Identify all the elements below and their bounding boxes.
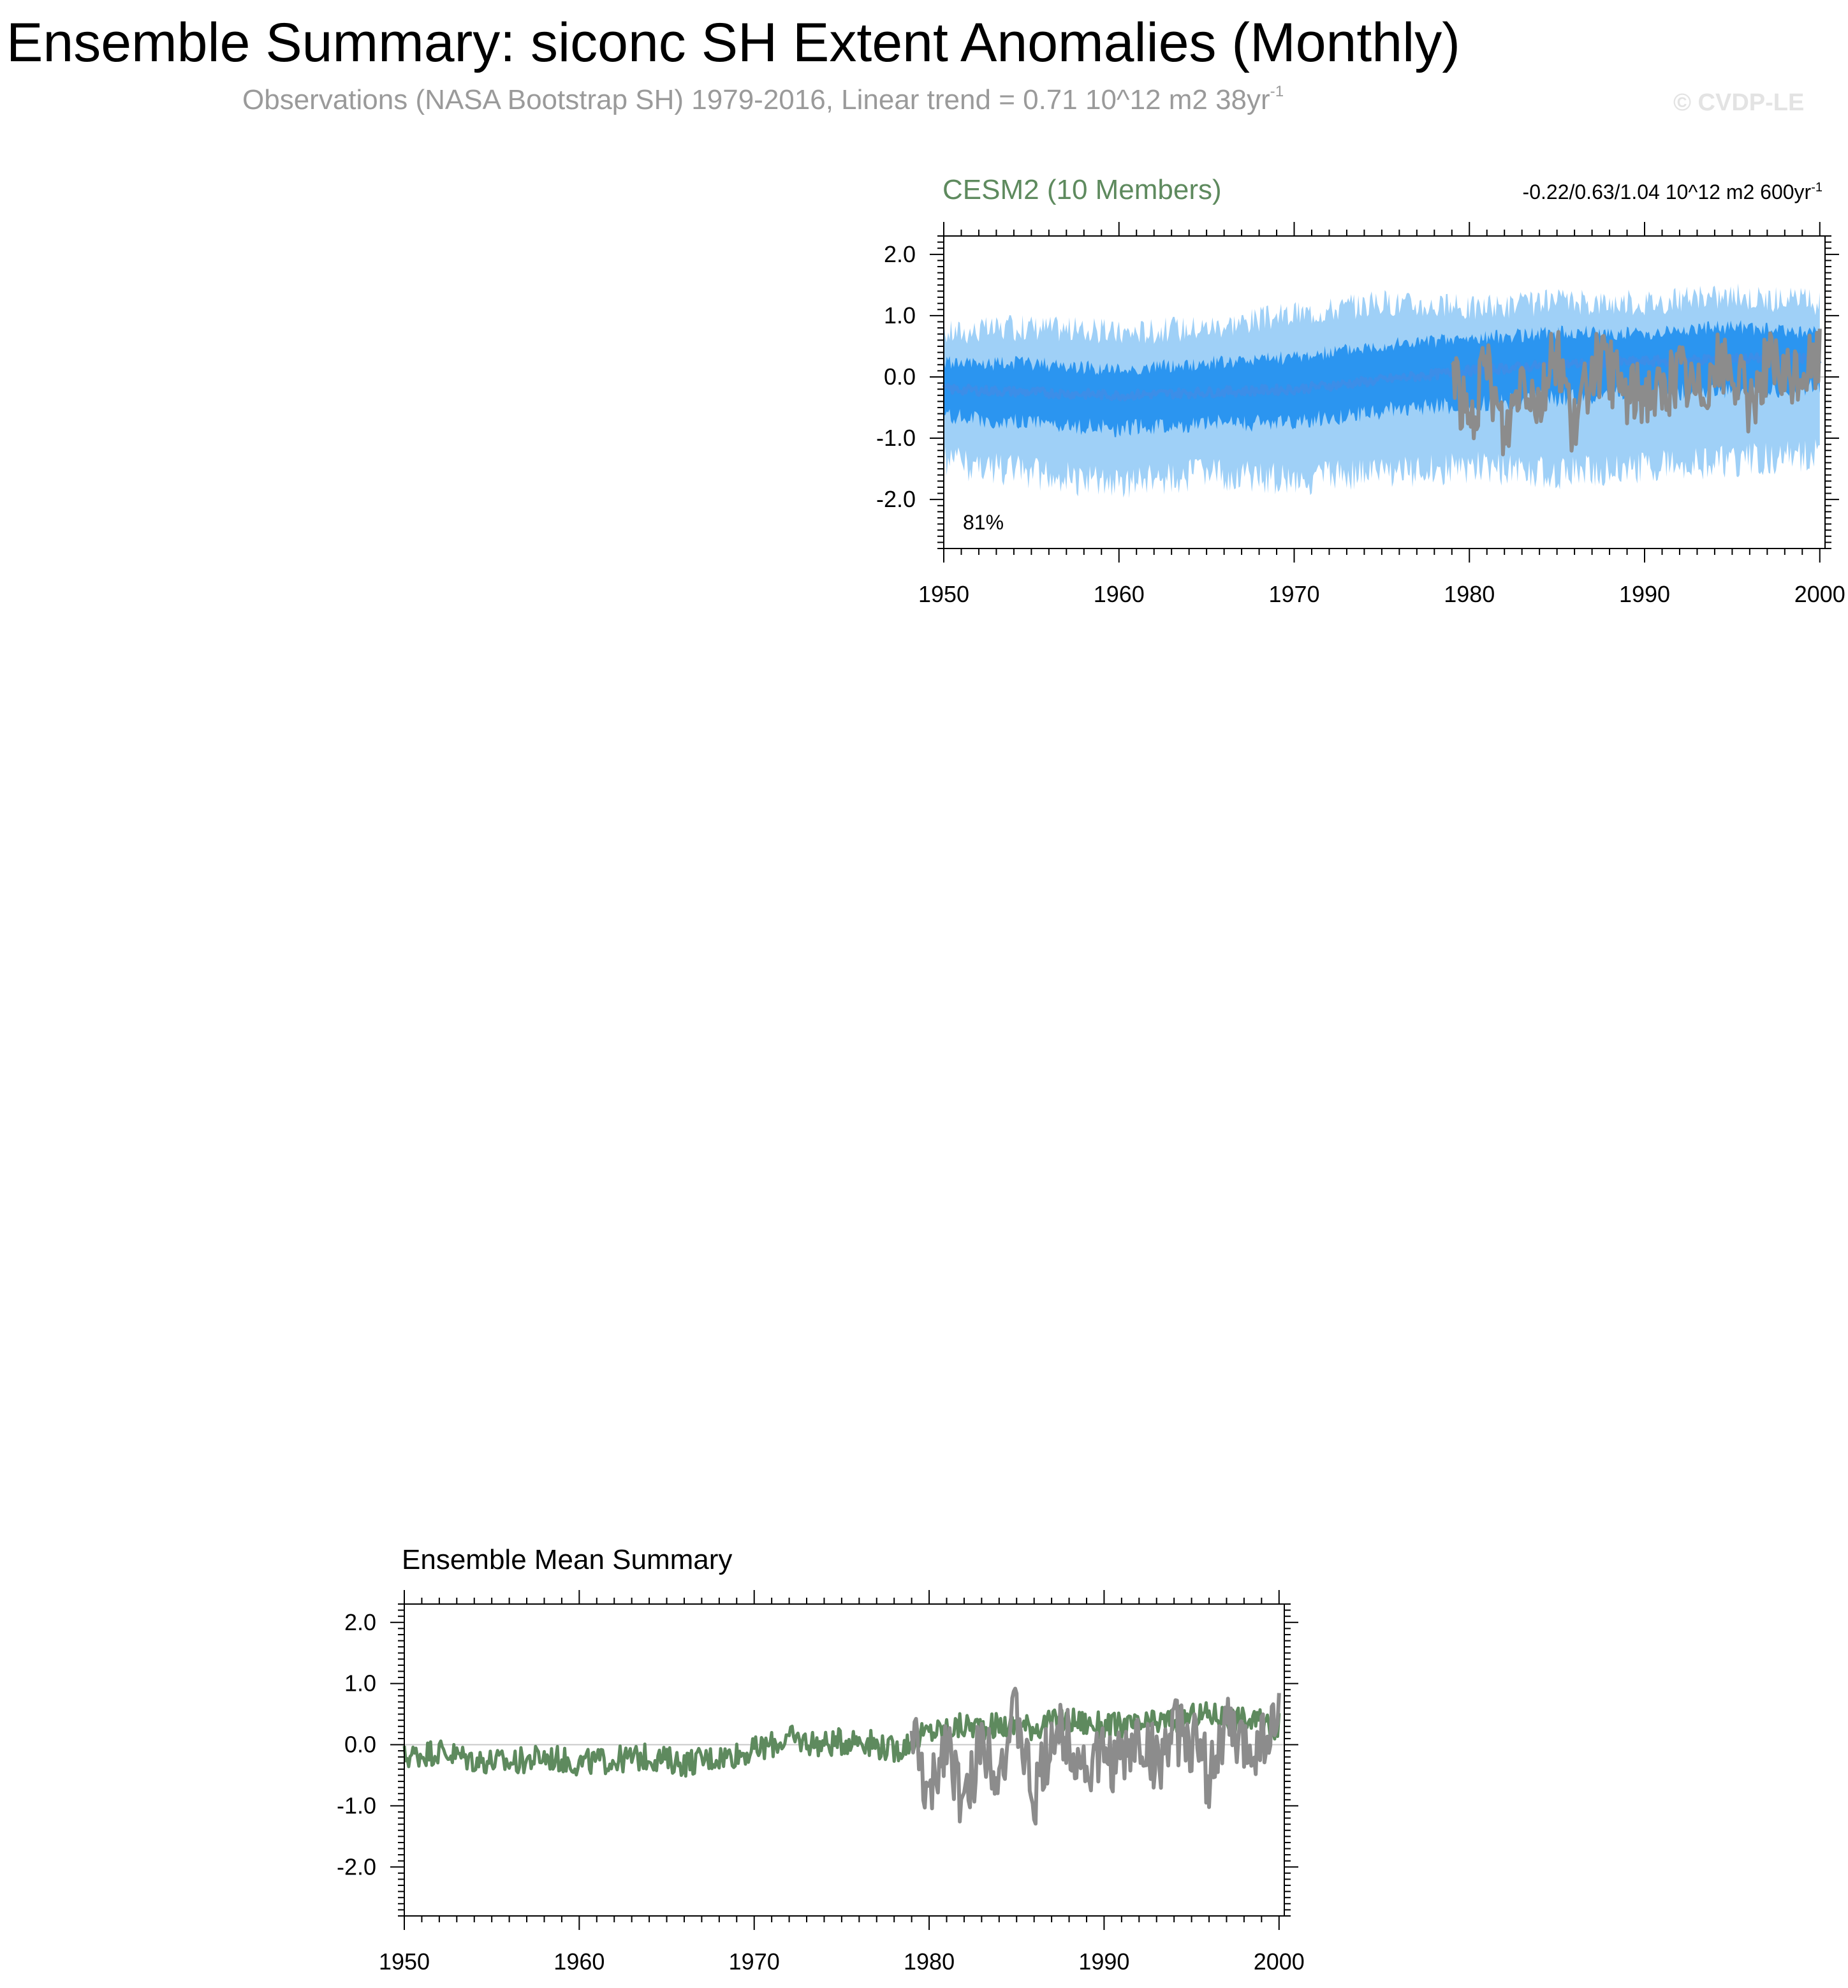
cvdp-watermark: © CVDP-LE: [1673, 89, 1805, 116]
chart-panel-2: [337, 1544, 1305, 1975]
y-tick-label: -2.0: [336, 1853, 376, 1880]
x-tick-label: 1960: [554, 1948, 605, 1975]
trend-text: [1523, 180, 1822, 203]
x-tick-label: 2000: [1253, 1948, 1305, 1975]
x-tick-label: 1990: [1618, 581, 1671, 607]
y-tick-label: 0.0: [344, 1731, 376, 1758]
figure-title: Ensemble Summary: siconc SH Extent Anomalies (Monthly): [6, 12, 1460, 73]
trend-value: -0.22/0.63/1.04 10^12 m2 600yr: [1522, 180, 1812, 203]
y-tick-label: -1.0: [876, 425, 916, 452]
x-tick-label: 1970: [1268, 581, 1320, 607]
x-tick-label: 1990: [1078, 1948, 1130, 1975]
y-tick-label: -2.0: [876, 486, 916, 513]
x-tick-label: 1980: [1444, 581, 1495, 607]
chart-panel-1: [876, 174, 1845, 607]
y-tick-label: 1.0: [344, 1670, 376, 1697]
chart-title: Ensemble Mean Summary: [402, 1544, 733, 1575]
x-tick-label: 1980: [904, 1948, 955, 1975]
y-tick-label: -1.0: [336, 1792, 376, 1819]
x-tick-label: 1970: [728, 1948, 780, 1975]
x-tick-label: 1950: [918, 581, 970, 607]
chart-title: CESM2 (10 Members): [942, 174, 1222, 205]
y-tick-label: 0.0: [883, 363, 916, 390]
x-tick-label: 1950: [378, 1948, 430, 1975]
observations-line: [912, 1689, 1279, 1824]
x-tick-label: 1960: [1093, 581, 1145, 607]
trend-exponent: -1: [1811, 180, 1822, 195]
x-tick-label: 2000: [1794, 581, 1845, 607]
subtitle-exponent: -1: [1270, 82, 1284, 100]
percent-label: 81%: [963, 511, 1004, 534]
y-tick-label: 1.0: [883, 302, 916, 328]
y-tick-label: 2.0: [883, 240, 916, 267]
y-tick-label: 2.0: [344, 1609, 376, 1635]
subtitle-text: Observations (NASA Bootstrap SH) 1979-2016, Linear trend = 0.71 10^12 m2 38yr: [242, 84, 1270, 115]
